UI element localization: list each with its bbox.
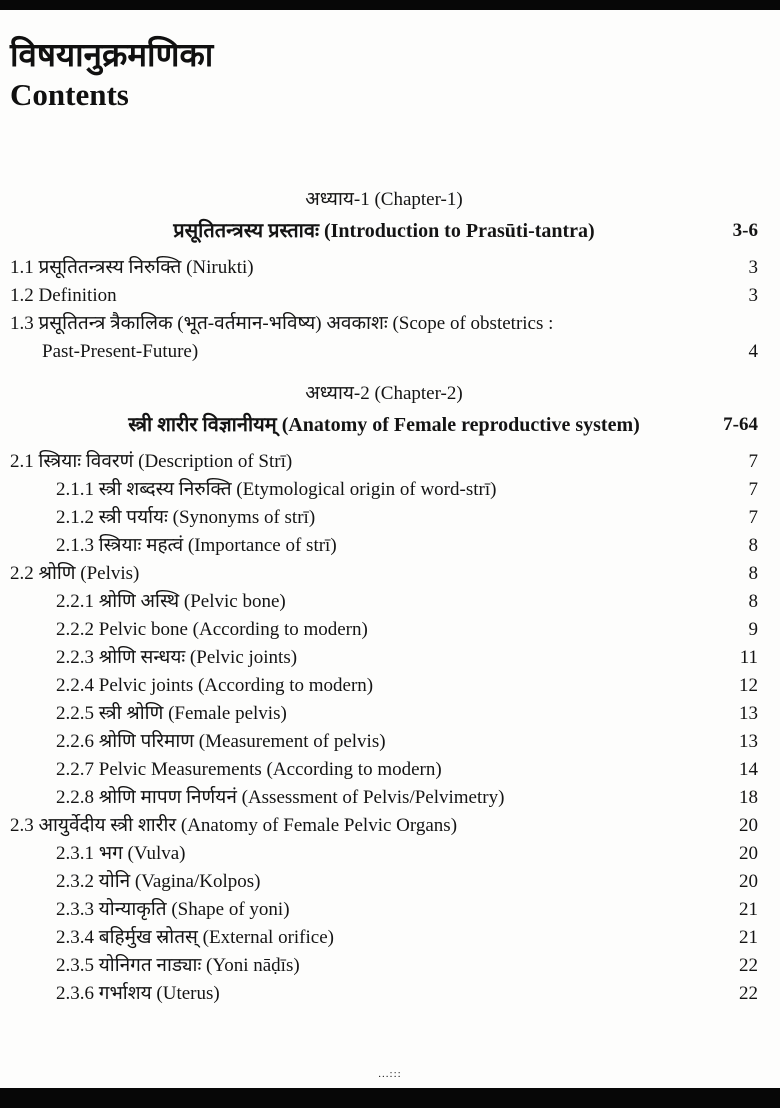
toc-entry-title: स्त्रियाः महत्वं (Importance of strī) (94, 535, 337, 557)
toc-entry-page: 7 (748, 479, 758, 501)
toc-entry (10, 868, 758, 896)
toc-entry (10, 784, 758, 812)
toc-entry-number: 1.2 (10, 285, 34, 307)
toc-entry (10, 700, 758, 728)
toc-entry-title: Pelvic joints (According to modern) (94, 675, 374, 697)
toc-entry-page: 13 (739, 703, 758, 725)
page-title-devanagari: विषयानुक्रमणिका (10, 35, 214, 74)
toc-entry (10, 616, 758, 644)
toc-entry-text (10, 616, 724, 644)
toc-entry-page: 22 (739, 983, 758, 1005)
footer-mark: ...::: (378, 1068, 402, 1080)
toc-entry-title: स्त्री श्रोणि (Female pelvis) (94, 703, 287, 725)
toc-entry-number: 2.2.6 (56, 731, 94, 753)
chapter-page-range: 3-6 (732, 220, 758, 242)
toc-entry (10, 254, 758, 282)
toc-entry (10, 504, 758, 532)
toc-entry-text (10, 756, 724, 784)
toc-entry-title: स्त्री पर्यायः (Synonyms of strī) (94, 507, 316, 529)
toc-entry-title: स्त्री शब्दस्य निरुक्ति (Etymological origin of word-strī) (94, 479, 497, 501)
toc-entry-title: श्रोणि मापण निर्णयनं (Assessment of Pelvis/Pelvimetry) (94, 787, 505, 809)
toc-entry-text (10, 254, 724, 282)
toc-entry (10, 476, 758, 504)
toc-entry-number: 2.2.2 (56, 619, 94, 641)
toc-entry-title: श्रोणि (Pelvis) (33, 563, 140, 585)
toc-entry-text (10, 868, 724, 896)
toc-entry-number: 2.1.3 (56, 535, 94, 557)
toc-entry-page: 3 (748, 257, 758, 279)
toc-entry (10, 560, 758, 588)
toc-entry-title: प्रसूतितन्त्रस्य निरुक्ति (Nirukti) (33, 257, 254, 279)
toc-entry-page: 14 (739, 759, 758, 781)
toc-entry-number: 2.3 (10, 815, 34, 837)
chapter-heading-text: प्रसूतितन्त्रस्य प्रस्तावः (Introduction to Prasūti-tantra) (173, 220, 595, 243)
toc-entry-number: 1.1 (10, 257, 34, 279)
toc-entry-continuation (10, 338, 758, 366)
toc-entry-text (10, 448, 724, 476)
toc-entry-page: 3 (748, 285, 758, 307)
toc-entry (10, 282, 758, 310)
toc-entry-title: श्रोणि परिमाण (Measurement of pelvis) (94, 731, 386, 753)
toc-entry (10, 448, 758, 476)
toc-entry-page: 22 (739, 955, 758, 977)
toc-entry-text (10, 560, 724, 588)
toc-entry-number: 2.1.2 (56, 507, 94, 529)
toc-entry-title: Definition (33, 285, 117, 307)
toc-entry-number: 2.2 (10, 563, 34, 585)
chapter-heading-text: स्त्री शारीर विज्ञानीयम् (Anatomy of Female reproductive system) (128, 414, 640, 437)
toc-entry-title: योनि (Vagina/Kolpos) (94, 871, 261, 893)
toc-entry-number: 2.2.3 (56, 647, 94, 669)
toc-entry (10, 980, 758, 1008)
toc-entry-title: योनिगत नाड्याः (Yoni nāḍīs) (94, 955, 300, 977)
toc-entry-text (10, 784, 724, 812)
table-of-contents (10, 186, 758, 1008)
toc-entry-title: स्त्रियाः विवरणं (Description of Strī) (33, 451, 293, 473)
toc-entry (10, 728, 758, 756)
toc-entry-number: 2.3.4 (56, 927, 94, 949)
toc-entry-page: 9 (748, 619, 758, 641)
toc-entry-page: 11 (739, 647, 758, 669)
toc-entry (10, 896, 758, 924)
toc-entry (10, 924, 758, 952)
toc-entry-number: 2.1 (10, 451, 34, 473)
page-title-english: Contents (10, 76, 129, 112)
toc-entry (10, 952, 758, 980)
toc-entry-page: 7 (748, 451, 758, 473)
toc-entry-title: श्रोणि सन्धयः (Pelvic joints) (94, 647, 298, 669)
chapter-label: अध्याय-2 (Chapter-2) (305, 383, 463, 405)
toc-entry (10, 672, 758, 700)
toc-entry-text (10, 672, 724, 700)
toc-entry-page: 20 (739, 843, 758, 865)
toc-entry-text (10, 840, 724, 868)
toc-entry-text (10, 310, 724, 338)
toc-entry-text (10, 644, 724, 672)
toc-entry-title: आयुर्वेदीय स्त्री शारीर (Anatomy of Female Pelvic Organs) (33, 815, 458, 837)
toc-entry-title-continued: Past-Present-Future) (42, 341, 199, 363)
toc-entry-number: 2.2.7 (56, 759, 94, 781)
toc-entry-page: 18 (739, 787, 758, 809)
toc-entry (10, 840, 758, 868)
toc-entry-page: 13 (739, 731, 758, 753)
toc-entry-page: 21 (739, 899, 758, 921)
toc-entry-page: 12 (739, 675, 758, 697)
toc-entry-page: 8 (748, 563, 758, 585)
toc-entry-text (10, 812, 724, 840)
toc-entry (10, 310, 758, 338)
toc-entry (10, 644, 758, 672)
toc-entry-number: 2.3.6 (56, 983, 94, 1005)
toc-entry-text (10, 728, 724, 756)
toc-entry-title: Pelvic bone (According to modern) (94, 619, 368, 641)
toc-entry-text (10, 504, 724, 532)
toc-entry-text (10, 532, 724, 560)
chapter-page-range: 7-64 (723, 414, 758, 436)
toc-entry-title: Pelvic Measurements (According to modern) (94, 759, 442, 781)
chapter-label: अध्याय-1 (Chapter-1) (305, 189, 463, 211)
toc-entry-page: 8 (748, 591, 758, 613)
toc-entry-number: 2.2.1 (56, 591, 94, 613)
toc-entry-page: 21 (739, 927, 758, 949)
toc-entry-text (10, 896, 724, 924)
toc-entry-number: 2.3.2 (56, 871, 94, 893)
toc-entry-text (10, 700, 724, 728)
toc-entry-title: बहिर्मुख स्रोतस् (External orifice) (94, 927, 334, 949)
toc-entry-text (10, 952, 724, 980)
toc-entry-title: योन्याकृति (Shape of yoni) (94, 899, 290, 921)
toc-entry-title: प्रसूतितन्त्र त्रैकालिक (भूत-वर्तमान-भविष्य) अवकाशः (Scope of obstetrics : (33, 313, 554, 335)
toc-entry-number: 2.3.3 (56, 899, 94, 921)
toc-entry-number: 2.3.5 (56, 955, 94, 977)
toc-entry-title: श्रोणि अस्थि (Pelvic bone) (94, 591, 286, 613)
toc-entry-text (10, 282, 724, 310)
toc-entry-number: 2.1.1 (56, 479, 94, 501)
chapter-heading (10, 410, 758, 440)
toc-entry-title: गर्भाशय (Uterus) (94, 983, 220, 1005)
toc-entry-page: 7 (748, 507, 758, 529)
toc-entry (10, 588, 758, 616)
chapter-heading (10, 216, 758, 246)
toc-entry-text (10, 476, 724, 504)
toc-entry-text (10, 980, 724, 1008)
toc-entry (10, 812, 758, 840)
toc-entry-text (10, 924, 724, 952)
toc-entry-page: 4 (748, 341, 758, 363)
toc-entry-number: 1.3 (10, 313, 34, 335)
toc-entry-page: 20 (739, 815, 758, 837)
scan-edge-bottom (0, 1088, 780, 1108)
toc-entry-number: 2.2.5 (56, 703, 94, 725)
toc-entry-page: 20 (739, 871, 758, 893)
toc-entry-page: 8 (748, 535, 758, 557)
toc-entry-number: 2.3.1 (56, 843, 94, 865)
toc-entry-number: 2.2.8 (56, 787, 94, 809)
toc-entry-title: भग (Vulva) (94, 843, 186, 865)
toc-entry-text (10, 588, 724, 616)
toc-entry (10, 532, 758, 560)
toc-entry (10, 756, 758, 784)
toc-entry-number: 2.2.4 (56, 675, 94, 697)
